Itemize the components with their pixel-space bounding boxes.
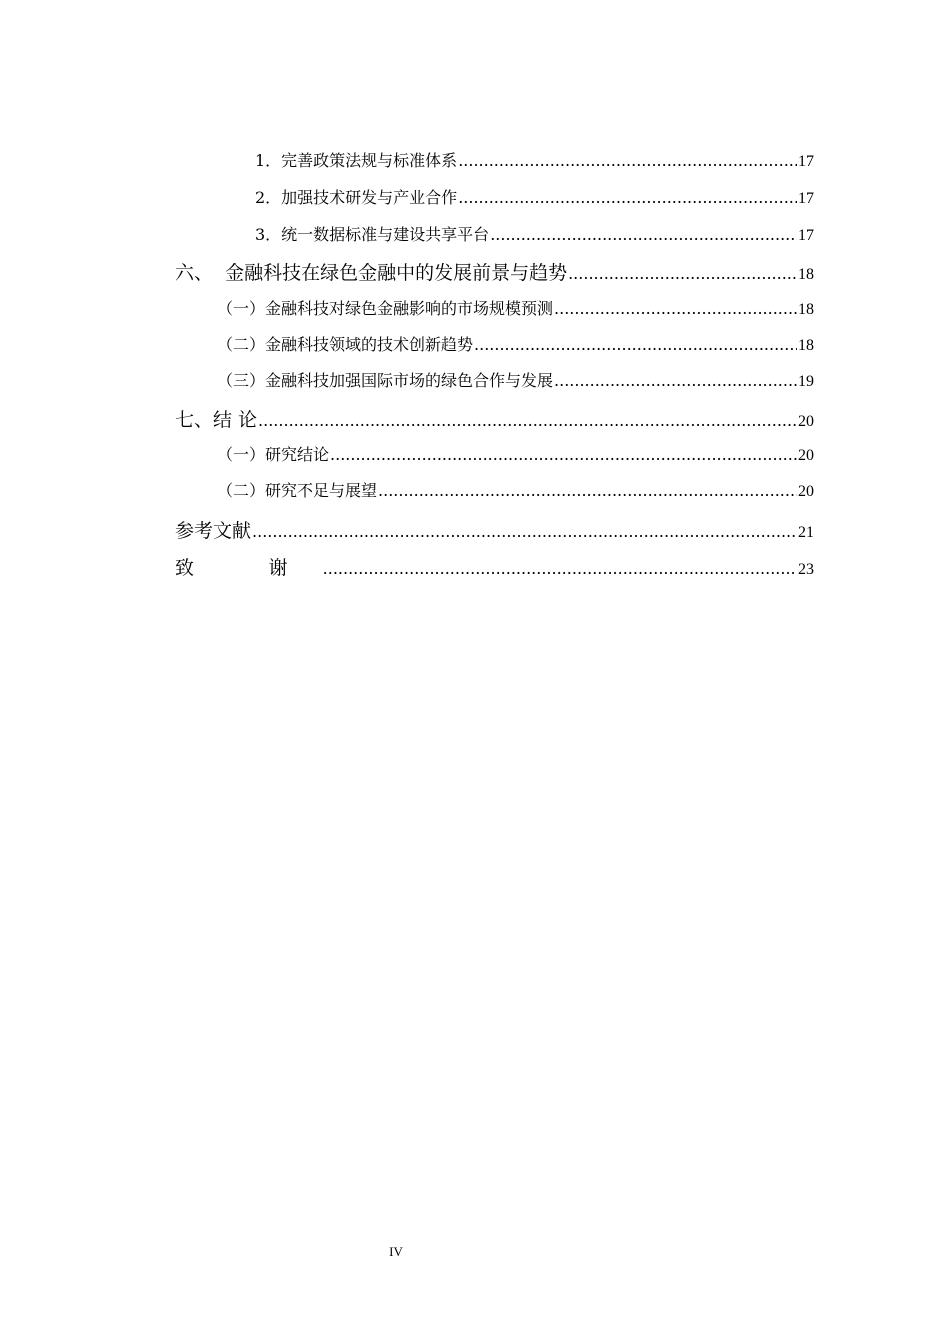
toc-entry-label: 六、 金融科技在绿色金融中的发展前景与趋势 [175, 262, 568, 284]
toc-entry-label: 3．统一数据标准与建设共享平台 [255, 225, 490, 244]
toc-entry-label: （二）研究不足与展望 [217, 481, 378, 500]
toc-leader-dots [490, 225, 797, 244]
toc-entry-page: 21 [798, 524, 814, 541]
toc-chapter-entry[interactable] [175, 405, 814, 431]
toc-leader-dots [458, 188, 797, 207]
toc-leader-dots [252, 522, 797, 541]
toc-entry-page: 18 [798, 301, 814, 318]
toc-entry-page: 17 [798, 190, 814, 207]
toc-leader-dots [554, 371, 797, 390]
toc-entry-page: 19 [798, 373, 814, 390]
toc-entry-label: （一）研究结论 [217, 445, 330, 464]
toc-entry[interactable] [217, 368, 814, 394]
toc-entry[interactable] [255, 185, 814, 211]
toc-entry[interactable] [217, 442, 814, 468]
toc-leader-dots [323, 559, 797, 578]
toc-entry-page: 18 [798, 337, 814, 354]
toc-leader-dots [554, 299, 797, 318]
toc-entry-page: 20 [798, 413, 814, 430]
toc-entry[interactable] [217, 296, 814, 322]
toc-leader-dots [458, 151, 797, 170]
toc-chapter-entry[interactable] [175, 258, 814, 284]
toc-entry[interactable] [255, 222, 814, 248]
toc-entry[interactable] [255, 148, 814, 174]
toc-entry-label: 2．加强技术研发与产业合作 [255, 188, 458, 207]
toc-entry-page: 17 [798, 153, 814, 170]
toc-entry-page: 23 [798, 561, 814, 578]
toc-entry-label: （三）金融科技加强国际市场的绿色合作与发展 [217, 371, 554, 390]
toc-leader-dots [258, 411, 797, 430]
toc-entry[interactable] [217, 478, 814, 504]
toc-entry-label: 致 谢 [175, 557, 322, 579]
toc-chapter-entry[interactable] [175, 553, 814, 579]
toc-chapter-entry[interactable] [175, 516, 814, 542]
toc-leader-dots [474, 335, 797, 354]
toc-entry-page: 20 [798, 447, 814, 464]
toc-entry-label: （二）金融科技领域的技术创新趋势 [217, 335, 474, 354]
toc-entry-label: 1．完善政策法规与标准体系 [255, 151, 458, 170]
toc-entry-page: 18 [798, 266, 814, 283]
page-number-footer: IV [389, 1244, 403, 1259]
toc-entry-label: （一）金融科技对绿色金融影响的市场规模预测 [217, 299, 554, 318]
toc-entry[interactable] [217, 332, 814, 358]
toc-leader-dots [378, 481, 797, 500]
toc-leader-dots [330, 445, 797, 464]
toc-entry-label: 参考文献 [175, 520, 252, 542]
toc-entry-page: 20 [798, 483, 814, 500]
toc-entry-label: 七、结 论 [175, 409, 258, 431]
toc-entry-page: 17 [798, 227, 814, 244]
toc-leader-dots [568, 264, 797, 283]
